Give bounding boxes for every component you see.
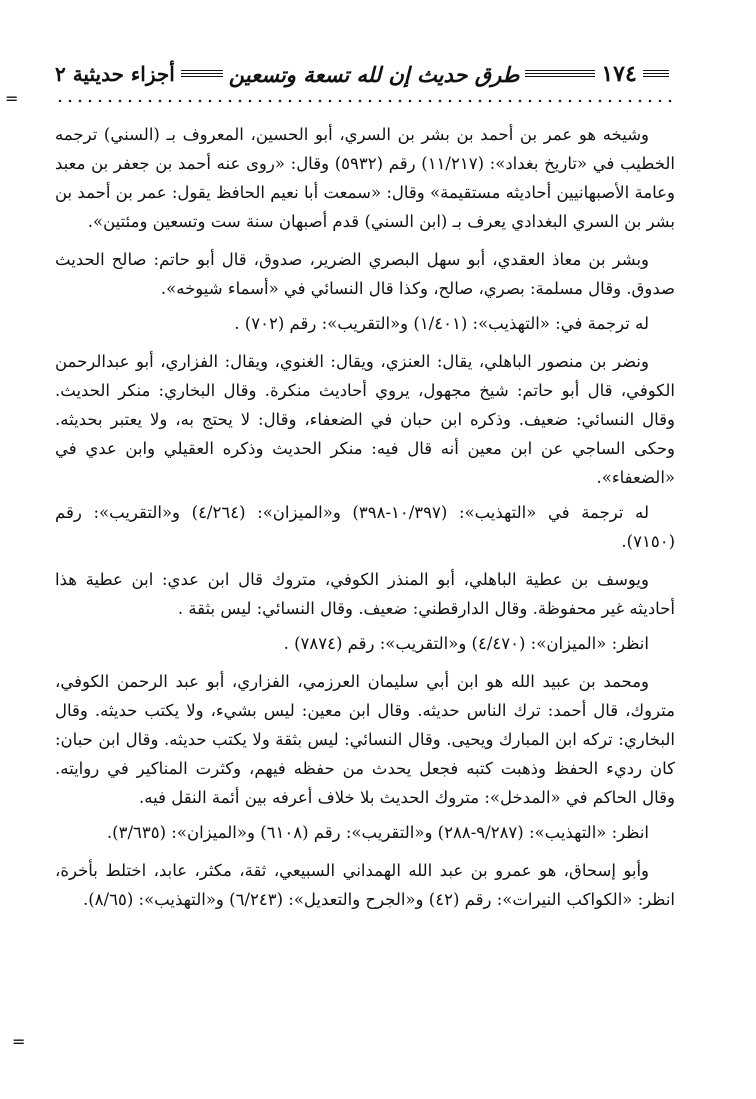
series-title: أجزاء حديثية ٢ <box>55 62 175 86</box>
page-body <box>55 120 675 923</box>
paragraph: ويوسف بن عطية الباهلي، أبو المنذر الكوفي، متروك قال ابن عدي: ابن عطية هذا أحاديثه غير محفوظة. وقال الدارقطني: ضعيف. وقال النسائي: ليس بثقة . <box>55 570 675 618</box>
paragraph: وبشر بن معاذ العقدي، أبو سهل البصري الضرير، صدوق، قال أبو حاتم: صالح الحديث صدوق. وقال مسلمة: بصري، صالح، وكذا قال النسائي في «أسماء شيوخه». <box>55 250 675 298</box>
paragraph: ومحمد بن عبيد الله هو ابن أبي سليمان العرزمي، الفزاري، أبو عبد الرحمن الكوفي، متروك، قال أحمد: ترك الناس حديثه. وقال ابن معين: ليس بشيء، ولا يكتب حديثه. وقال البخاري: تركه ابن المبارك ويحيى. وقال النسائي: ليس بثقة ولا يكتب حديثه. وقال ابن حبان: كان رديء الحفظ وذهبت كتبه فجعل يحدث من حفظه فيهم، وكثرت المناكير في روايته. وقال الحاكم في «المدخل»: متروك الحديث بلا خلاف أعرفه بين أئمة النقل فيه. <box>55 672 675 807</box>
book-title: طرق حديث إن لله تسعة وتسعين <box>228 61 520 87</box>
continuation-marker-bottom: = <box>12 1032 26 1051</box>
paragraph: له ترجمة في «التهذيب»: (١٠/٣٩٧-٣٩٨) و«الميزان»: (٤/٢٦٤) و«التقريب»: رقم (٧١٥٠). <box>55 503 675 551</box>
dotted-separator <box>55 98 675 104</box>
paragraph: انظر: «الميزان»: (٤/٤٧٠) و«التقريب»: رقم (٧٨٧٤) . <box>283 634 649 653</box>
continuation-marker-top: = <box>5 89 19 108</box>
paragraph: انظر: «التهذيب»: (٩/٢٨٧-٢٨٨) و«التقريب»: رقم (٦١٠٨) و«الميزان»: (٣/٦٣٥). <box>106 823 649 842</box>
paragraph: ونضر بن منصور الباهلي، يقال: العنزي، ويقال: الغنوي، ويقال: الفزاري، أبو عبدالرحمن الكوفي، قال أبو حاتم: شيخ مجهول، يروي أحاديث منكرة. وقال البخاري: منكر الحديث. وقال النسائي: ضعيف. وذكره ابن حبان في الضعفاء، وقال: لا يحتج به، ولا يعتبر بحديثه. وحكى الساجي عن ابن معين أنه قال فيه: منكر الحديث وذكره العقيلي وابن عدي في «الضعفاء». <box>55 352 675 487</box>
page-number: ١٧٤ <box>601 61 637 87</box>
paragraph: وأبو إسحاق، هو عمرو بن عبد الله الهمداني السبيعي، ثقة، مكثر، عابد، اختلط بأخرة، انظر: «الكواكب النيرات»: رقم (٤٢) و«الجرح والتعديل»: (٦/٢٤٣) و«التهذيب»: (٨/٦٥). <box>55 861 675 909</box>
paragraph: وشيخه هو عمر بن أحمد بن بشر بن السري، أبو الحسين، المعروف بـ (السني) ترجمه الخطيب في «تاريخ بغداد»: (١١/٢١٧) رقم (٥٩٣٢) وقال: «روى عنه أحمد بن جعفر بن معبد وعامة الأصبهانيين أحاديثه مستقيمة» وقال: «سمعت أبا نعيم الحافظ يقول: عمر بن أحمد بن بشر بن السري البغدادي يعرف بـ (ابن السني) قدم أصبهان سنة ست وتسعين ومئتين». <box>55 125 676 231</box>
book-page <box>55 40 675 1080</box>
running-header <box>55 54 675 94</box>
header-rule-right <box>643 70 669 79</box>
header-rule-left <box>181 70 223 79</box>
header-rule-middle <box>525 70 595 79</box>
paragraph: له ترجمة في: «التهذيب»: (١/٤٠١) و«التقريب»: رقم (٧٠٢) . <box>234 314 649 333</box>
